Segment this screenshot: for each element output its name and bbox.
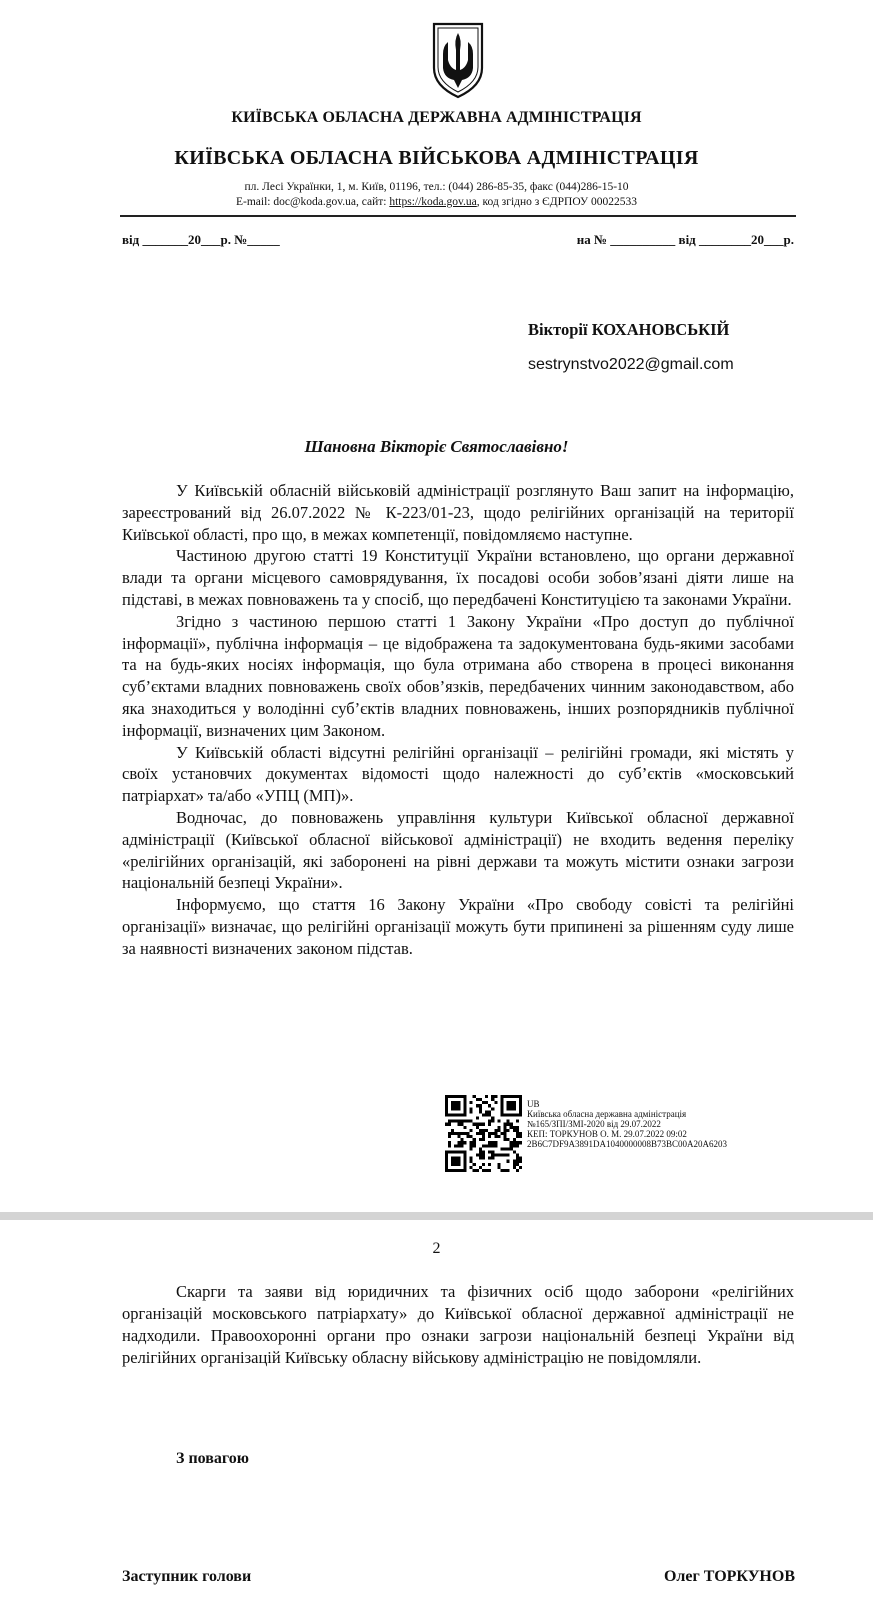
electronic-signature-stamp [445, 1095, 795, 1155]
paragraph: Інформуємо, що стаття 16 Закону України «Про свободу совісті та релігійні організації» визначає, що релігійні організації можуть бути припинені за рішенням суду лише за наявності визначених законом підстав. [122, 895, 794, 958]
closing-phrase: З повагою [176, 1450, 249, 1467]
recipient-name: Вікторії КОХАНОВСЬКІЙ [528, 320, 730, 339]
paragraph: Скарги та заяви від юридичних та фізичних осіб щодо заборони «релігійних організацій московського патріархату» до Київської обласної державної адміністрації не надходили. Правоохоронні органи про ознаки загрози національній безпеці України від релігійних організацій Київську обласну військову адміністрацію не повідомляли. [122, 1282, 794, 1367]
reference-line [122, 232, 794, 248]
org-name-administration: КИЇВСЬКА ОБЛАСНА ДЕРЖАВНА АДМІНІСТРАЦІЯ [231, 109, 642, 126]
signature-details [527, 1099, 727, 1149]
paragraph: Водночас, до повноважень управління культури Київської обласної державної адміністрації (Київської обласної військової адміністрації) не входить ведення переліку «релігійних організацій, які заборонені на рівні держави та можуть містити ознаки загрози національній безпеці України». [122, 807, 794, 893]
signer-name: Олег ТОРКУНОВ [663, 1568, 795, 1585]
signature-line: Київська обласна державна адміністрація [527, 1109, 687, 1119]
outgoing-ref: від _______20___р. №_____ [122, 232, 280, 247]
org-email: E-mail: doc@koda.gov.ua, сайт: [235, 196, 390, 208]
letter-page-2 [0, 1220, 873, 1601]
letter-body-page-2 [122, 1281, 794, 1369]
coat-of-arms-icon [428, 20, 488, 100]
recipient-email: sestrynstvo2022@gmail.com [528, 356, 734, 373]
letter-body-page-1 [122, 480, 794, 960]
page-number: 2 [432, 1240, 441, 1257]
signer-title: Заступник голови [122, 1568, 252, 1585]
org-site-link[interactable]: https://koda.gov.ua [389, 196, 477, 208]
org-email-line [0, 195, 873, 210]
header-divider [120, 215, 796, 217]
paragraph: Згідно з частиною першою статті 1 Закону України «Про доступ до публічної інформації», публічна інформація – це відображена та задокументована будь-якими засобами та на будь-яких носіях інформація, що була отримана або створена в процесі виконання суб’єктами владних повноважень своїх обов’язків, передбачених чинним законодавством, або яка знаходиться у володінні суб’єктів владних повноважень, інших розпорядників публічної інформації, визначених цим Законом. [122, 611, 794, 740]
signature-line: UB [527, 1099, 540, 1109]
qr-code-icon [445, 1095, 522, 1172]
incoming-ref: на № __________ від ________20___р. [576, 232, 794, 247]
org-name-military-administration: КИЇВСЬКА ОБЛАСНА ВІЙСЬКОВА АДМІНІСТРАЦІЯ [174, 147, 699, 169]
org-address: пл. Лесі Українки, 1, м. Київ, 01196, тел.: (044) 286-85-35, факс (044)286-15-10 [244, 181, 629, 193]
salutation: Шановна Вікторіє Святославівно! [304, 437, 569, 456]
signature-line: 2B6C7DF9A3891DA1040000008B73BC00A20A6203 [527, 1139, 728, 1149]
paragraph: У Київській області відсутні релігійні організації – релігійні громади, які містять у своїх установчих документах відомості щодо належності до суб’єктів «московський патріархат» та/або «УПЦ (МП)». [122, 742, 794, 806]
org-contacts [0, 180, 873, 210]
signature-line: №165/ЗПІ/ЗМІ-2020 від 29.07.2022 [527, 1119, 661, 1129]
signature-line: КЕП: ТОРКУНОВ О. М. 29.07.2022 09:02 [527, 1129, 687, 1139]
paragraph: У Київській обласній військовій адміністрації розглянуто Ваш запит на інформацію, зареєстрований від 26.07.2022 № К-223/01-23, щодо релігійних організацій на території Київської області, про що, в межах компетенції, повідомляємо наступне. [122, 481, 794, 544]
org-code: , код згідно з ЄДРПОУ 00022533 [476, 196, 637, 208]
paragraph: Частиною другою статті 19 Конституції України встановлено, що органи державної влади та органи місцевого самоврядування, їх посадові особи зобов’язані діяти лише на підставі, в межах повноважень та у спосіб, що передбачені Конституцією та законами України. [122, 546, 794, 609]
